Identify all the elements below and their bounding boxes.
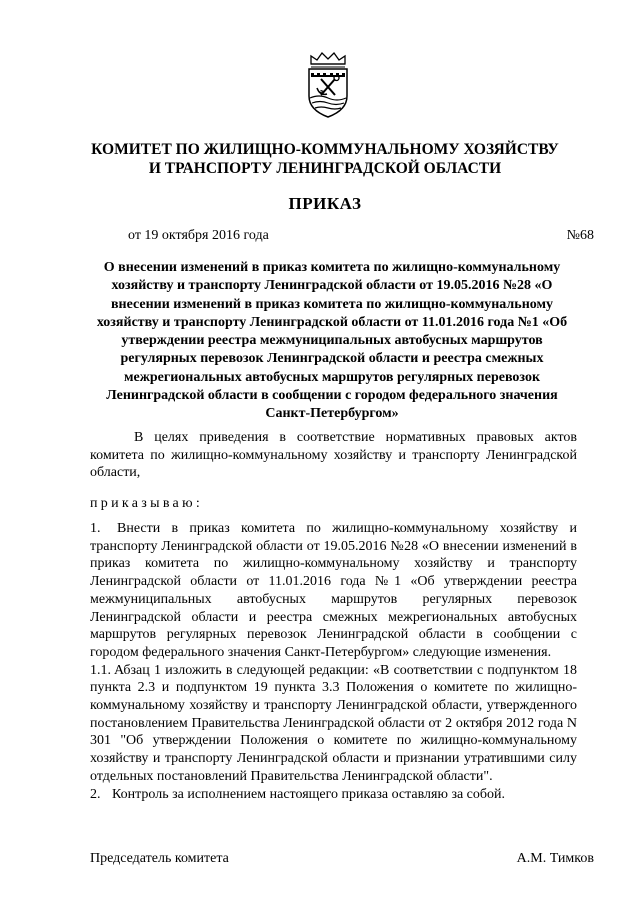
item-number: 1.: [90, 521, 101, 536]
leningrad-oblast-coat-of-arms-icon: [303, 50, 353, 120]
preamble-paragraph: В целях приведения в соответствие нормативных правовых актов комитета по жилищно-коммунальному хозяйству и транспорту Ленинградской области,: [90, 430, 577, 480]
item-text: Внести в приказ комитета по жилищно-коммунальному хозяйству и транспорту Ленинградской области от 19.05.2016 №28 «О внесении изменений в приказ комитета по жилищно-коммунальному хозяйству и транспорту Ленинградской области от 11.01.2016 года №1 «Об утверждении реестра межмуниципальных автобусных маршрутов регулярных перевозок Ленинградской области и реестра смежных межрегиональных автобусных маршрутов регулярных перевозок Ленинградской области в сообщении с городом федерального значения Санкт-Петербургом» следующие изменения.: [90, 521, 577, 660]
item-text: Абзац 1 изложить в следующей редакции: «В соответствии с подпунктом 18 пункта 2.3 и подпунктом 19 пункта 3.3 Положения о комитете по жилищно-коммунальному хозяйству и транспорту Ленинградской области, утвержденного постановлением Правительства Ленинградской области от 2 октября 2012 года N 301 "Об утверждении Положения о комитете по жилищно-коммунальному хозяйству и транспорту Ленинградской области и признании утратившими силу отдельных постановлений Правительства Ленинградской области".: [90, 662, 577, 784]
item-1: [90, 520, 577, 662]
item-1-1: [90, 662, 577, 786]
signatory-name: А.М. Тимков: [516, 851, 594, 866]
order-word: приказываю:: [90, 496, 204, 511]
org-name-line2: И ТРАНСПОРТУ ЛЕНИНГРАДСКОЙ ОБЛАСТИ: [148, 160, 502, 177]
item-text: Контроль за исполнением настоящего приказа оставляю за собой.: [112, 786, 506, 802]
item-number: 2.: [90, 786, 101, 802]
signatory-title: Председатель комитета: [90, 851, 229, 866]
order-date: от 19 октября 2016 года: [128, 228, 269, 243]
order-subject: О внесении изменений в приказ комитета по жилищно-коммунальному хозяйству и транспорту Ленинградской области от 19.05.2016 №28 «О внесении изменений в приказ комитета по жилищно-коммунальному хозяйству и транспорту Ленинградской области от 11.01.2016 года №1 «Об утверждении реестра межмуниципальных автобусных маршрутов регулярных перевозок Ленинградской области и реестра смежных межрегиональных автобусных маршрутов регулярных перевозок Ленинградской области в сообщении с городом федерального значения Санкт-Петербургом»: [96, 260, 568, 422]
item-2: [90, 786, 577, 804]
document-type-title: ПРИКАЗ: [288, 194, 362, 213]
order-number: №68: [566, 228, 594, 243]
order-body: [90, 520, 577, 803]
item-number: 1.1.: [90, 662, 111, 678]
org-name-line1: КОМИТЕТ ПО ЖИЛИЩНО-КОММУНАЛЬНОМУ ХОЗЯЙСТВУ: [91, 141, 559, 158]
